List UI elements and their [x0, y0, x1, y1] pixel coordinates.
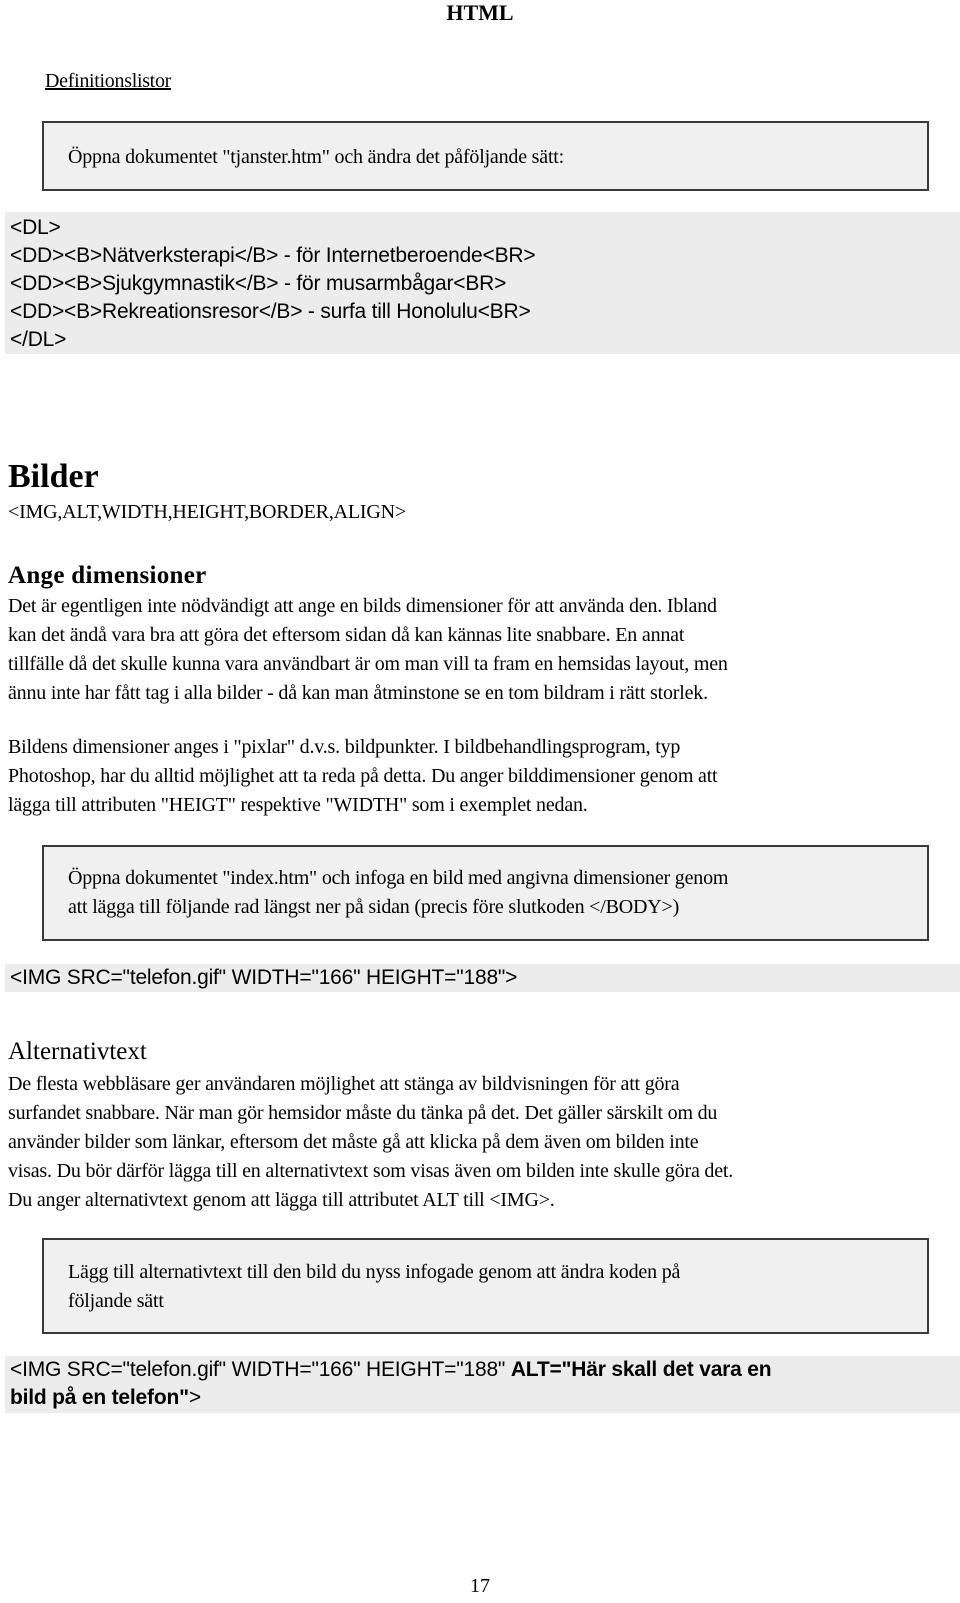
code-line: <DD><B>Nätverksterapi</B> - för Internetberoende<BR> [10, 244, 536, 267]
code-block-img-alt [5, 1356, 960, 1413]
tag-line-text: <IMG,ALT,WIDTH,HEIGHT,BORDER,ALIGN> [8, 501, 406, 523]
instruction-line: Lägg till alternativtext till den bild du nyss infogade genom att ändra koden på [68, 1261, 681, 1283]
code-line: <DL> [10, 216, 61, 239]
page-header: HTML [446, 0, 514, 25]
code-block-dl [5, 212, 960, 354]
paragraph-line: Photoshop, har du alltid möjlighet att ta reda på detta. Du anger bilddimensioner genom att [8, 765, 718, 787]
heading-alternativtext: Alternativtext [8, 1038, 147, 1065]
code-line [10, 1384, 960, 1412]
paragraph-line: surfandet snabbare. När man gör hemsidor måste du tänka på det. Det gäller särskilt om du [8, 1102, 718, 1124]
instruction-text: Öppna dokumentet "tjanster.htm" och ändra det påföljande sätt: [68, 146, 565, 168]
paragraph-line: Du anger alternativtext genom att lägga till attributet ALT till <IMG>. [8, 1189, 555, 1211]
paragraph-line: Bildens dimensioner anges i "pixlar" d.v.s. bildpunkter. I bildbehandlingsprogram, typ [8, 736, 681, 758]
instruction-box-3 [42, 1238, 929, 1334]
paragraph-line: tillfälle då det skulle kunna vara användbart är om man vill ta fram en hemsidas layout, men [8, 653, 728, 675]
instruction-box-2 [42, 845, 929, 941]
page-number: 17 [470, 1575, 490, 1597]
code-line: </DL> [10, 328, 67, 351]
code-block-img [5, 964, 960, 992]
paragraph-line: kan det ändå vara bra att göra det eftersom sidan då kan kännas lite snabbare. En annat [8, 624, 685, 646]
code-line: <DD><B>Sjukgymnastik</B> - för musarmbågar<BR> [10, 272, 507, 295]
instruction-line: Öppna dokumentet "index.htm" och infoga en bild med angivna dimensioner genom [68, 867, 729, 889]
code-alt-attribute-cont: bild på en telefon" [10, 1386, 189, 1409]
code-line [10, 1356, 960, 1384]
paragraph-line: Det är egentligen inte nödvändigt att ange en bilds dimensioner för att använda den. Ibland [8, 595, 717, 617]
subheading-ange-dimensioner: Ange dimensioner [8, 562, 207, 589]
code-suffix: > [188, 1386, 201, 1409]
paragraph-line: ännu inte har fått tag i alla bilder - då kan man åtminstone se en tom bildram i rätt storlek. [8, 682, 708, 704]
section-subtitle-definitionslistor: Definitionslistor [45, 70, 172, 92]
paragraph-line: lägga till attributen "HEIGT" respektive "WIDTH" som i exemplet nedan. [8, 794, 588, 816]
img-tag-line [8, 498, 953, 527]
paragraph-line: De flesta webbläsare ger användaren möjlighet att stänga av bildvisningen för att göra [8, 1073, 680, 1095]
code-line: <DD><B>Rekreationsresor</B> - surfa till Honolulu<BR> [10, 300, 531, 323]
paragraph-line: använder bilder som länkar, eftersom det måste gå att klicka på dem även om bilden inte [8, 1131, 699, 1153]
heading-bilder: Bilder [8, 458, 99, 495]
instruction-box-1 [42, 121, 929, 191]
code-line: <IMG SRC="telefon.gif" WIDTH="166" HEIGHT="188"> [10, 966, 518, 989]
instruction-line: att lägga till följande rad längst ner på sidan (precis före slutkoden </BODY>) [68, 896, 680, 918]
code-alt-attribute: ALT="Här skall det vara en [510, 1358, 772, 1381]
paragraph-dimensions-2 [8, 733, 953, 820]
paragraph-alternativtext [8, 1070, 953, 1215]
paragraph-line: visas. Du bör därför lägga till en alternativtext som visas även om bilden inte skulle göra det. [8, 1160, 734, 1182]
code-prefix: <IMG SRC="telefon.gif" WIDTH="166" HEIGHT="188" [10, 1358, 511, 1381]
paragraph-dimensions-1 [8, 592, 953, 708]
instruction-line: följande sätt [68, 1290, 164, 1312]
